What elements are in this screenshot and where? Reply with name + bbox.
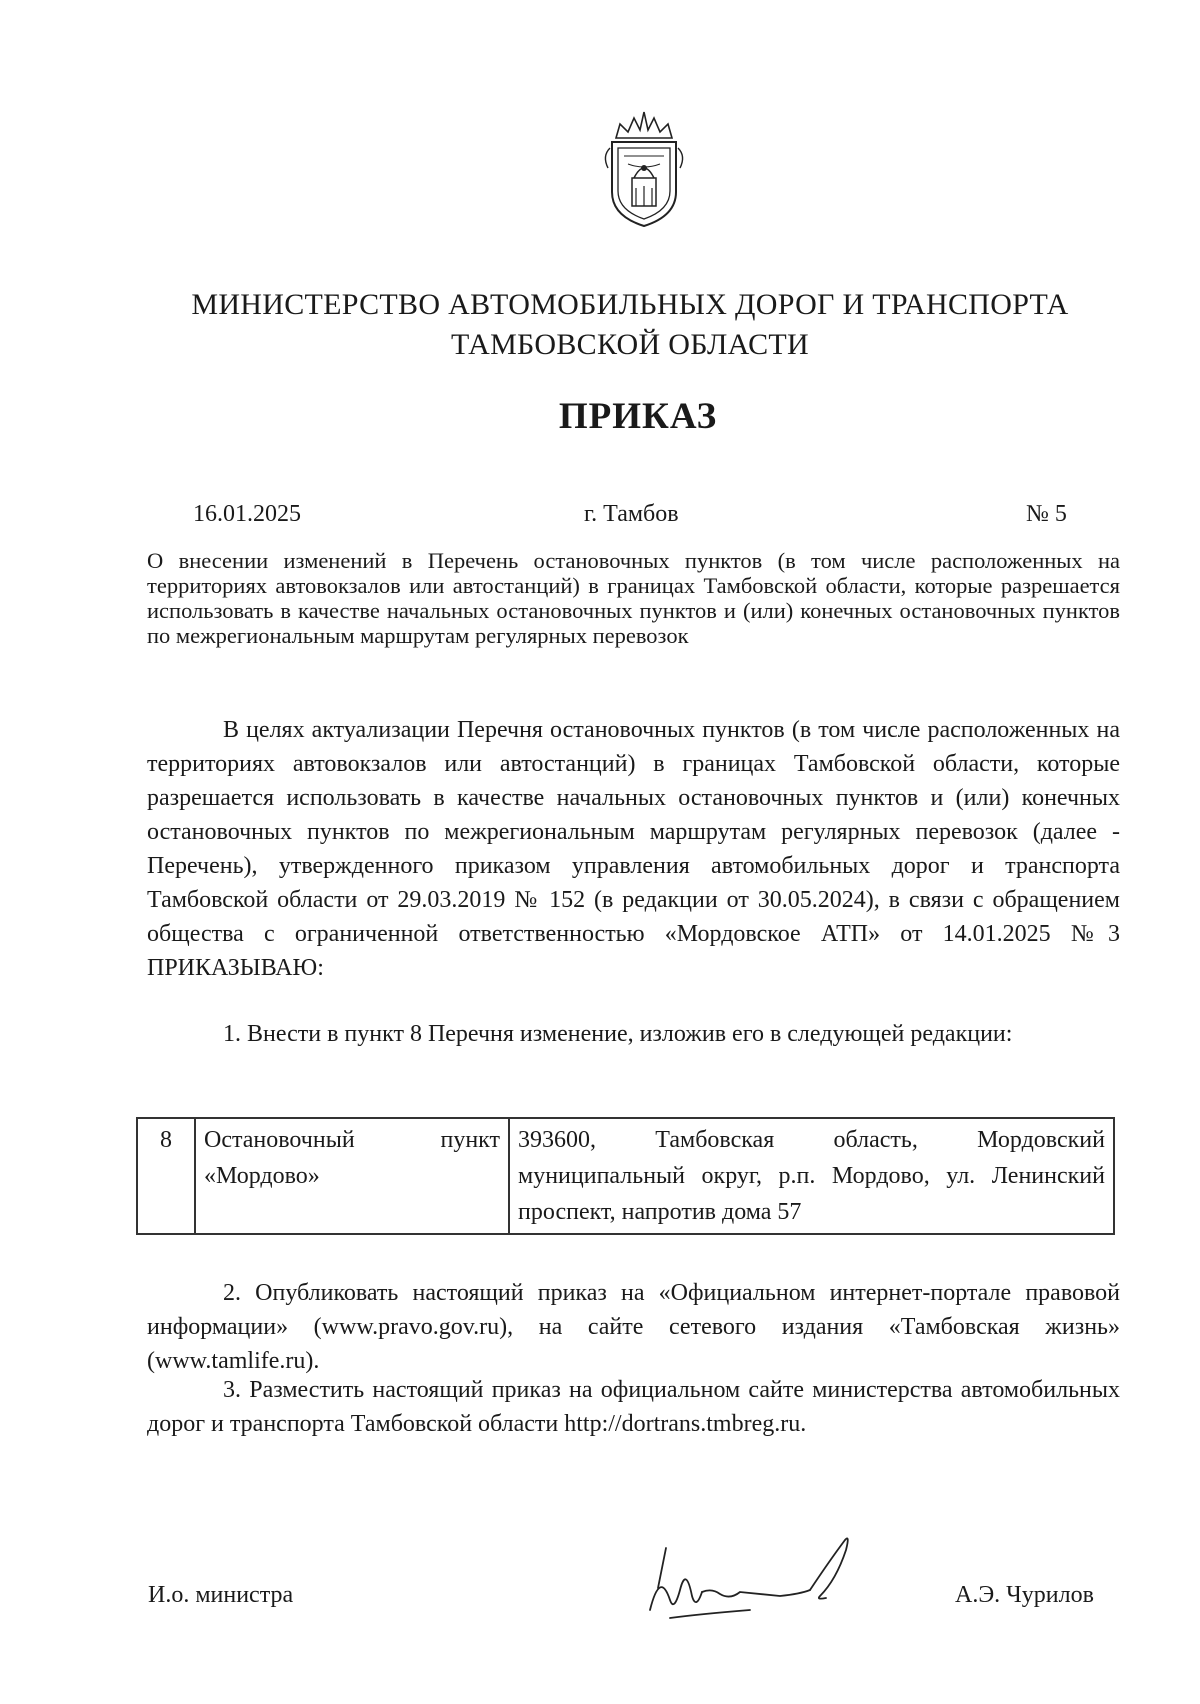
order-date: 16.01.2025 bbox=[193, 501, 301, 527]
handwritten-signature bbox=[640, 1530, 880, 1630]
signatory-name: А.Э. Чурилов bbox=[955, 1582, 1094, 1608]
table-row bbox=[137, 1118, 1114, 1234]
item-2-paragraph: 2. Опубликовать настоящий приказ на «Официальном интернет-портале правовой информации» (www.pravo.gov.ru), на сайте сетевого издания «Тамбовская жизнь» (www.tamlife.ru). bbox=[147, 1280, 1120, 1374]
order-number: № 5 bbox=[1026, 501, 1067, 527]
amendment-table bbox=[136, 1117, 1115, 1235]
ministry-line-1: МИНИСТЕРСТВО АВТОМОБИЛЬНЫХ ДОРОГ И ТРАНСПОРТА bbox=[191, 288, 1069, 321]
order-city: г. Тамбов bbox=[584, 501, 679, 527]
order-subject: О внесении изменений в Перечень остановочных пунктов (в том числе расположенных на территориях автовокзалов или автостанций) в границах Тамбовской области, которые разрешается использовать в качестве начальных остановочных пунктов и (или) конечных остановочных пунктов по межрегиональным маршрутам регулярных перевозок bbox=[147, 548, 1120, 648]
table-cell-stop-name: Остановочный пункт «Мордово» bbox=[195, 1118, 509, 1234]
item-1-paragraph: 1. Внести в пункт 8 Перечня изменение, изложив его в следующей редакции: bbox=[223, 1021, 1013, 1047]
ministry-line-2: ТАМБОВСКОЙ ОБЛАСТИ bbox=[450, 328, 810, 361]
ministry-name bbox=[120, 285, 1140, 365]
signatory-role: И.о. министра bbox=[148, 1582, 294, 1608]
table-cell-address: 393600, Тамбовская область, Мордовский муниципальный округ, р.п. Мордово, ул. Ленинский проспект, напротив дома 57 bbox=[509, 1118, 1114, 1234]
item-3-paragraph: 3. Разместить настоящий приказ на официальном сайте министерства автомобильных дорог и транспорта Тамбовской области http://dortrans.tmbreg.ru. bbox=[147, 1377, 1120, 1437]
intro-paragraph: В целях актуализации Перечня остановочных пунктов (в том числе расположенных на территориях автовокзалов или автостанций) в границах Тамбовской области, которые разрешается использовать в качестве начальных остановочных пунктов и (или) конечных остановочных пунктов по межрегиональным маршрутам регулярных перевозок (далее - Перечень), утвержденного приказом управления автомобильных дорог и транспорта Тамбовской области от 29.03.2019 № 152 (в редакции от 30.05.2024), в связи с обращением общества с ограниченной ответственностью «Мордовское АТП» от 14.01.2025 №3 ПРИКАЗЫВАЮ: bbox=[147, 717, 1120, 981]
coat-of-arms-icon bbox=[598, 108, 690, 230]
document-type-title: ПРИКАЗ bbox=[558, 396, 718, 437]
table-cell-number: 8 bbox=[137, 1118, 195, 1234]
